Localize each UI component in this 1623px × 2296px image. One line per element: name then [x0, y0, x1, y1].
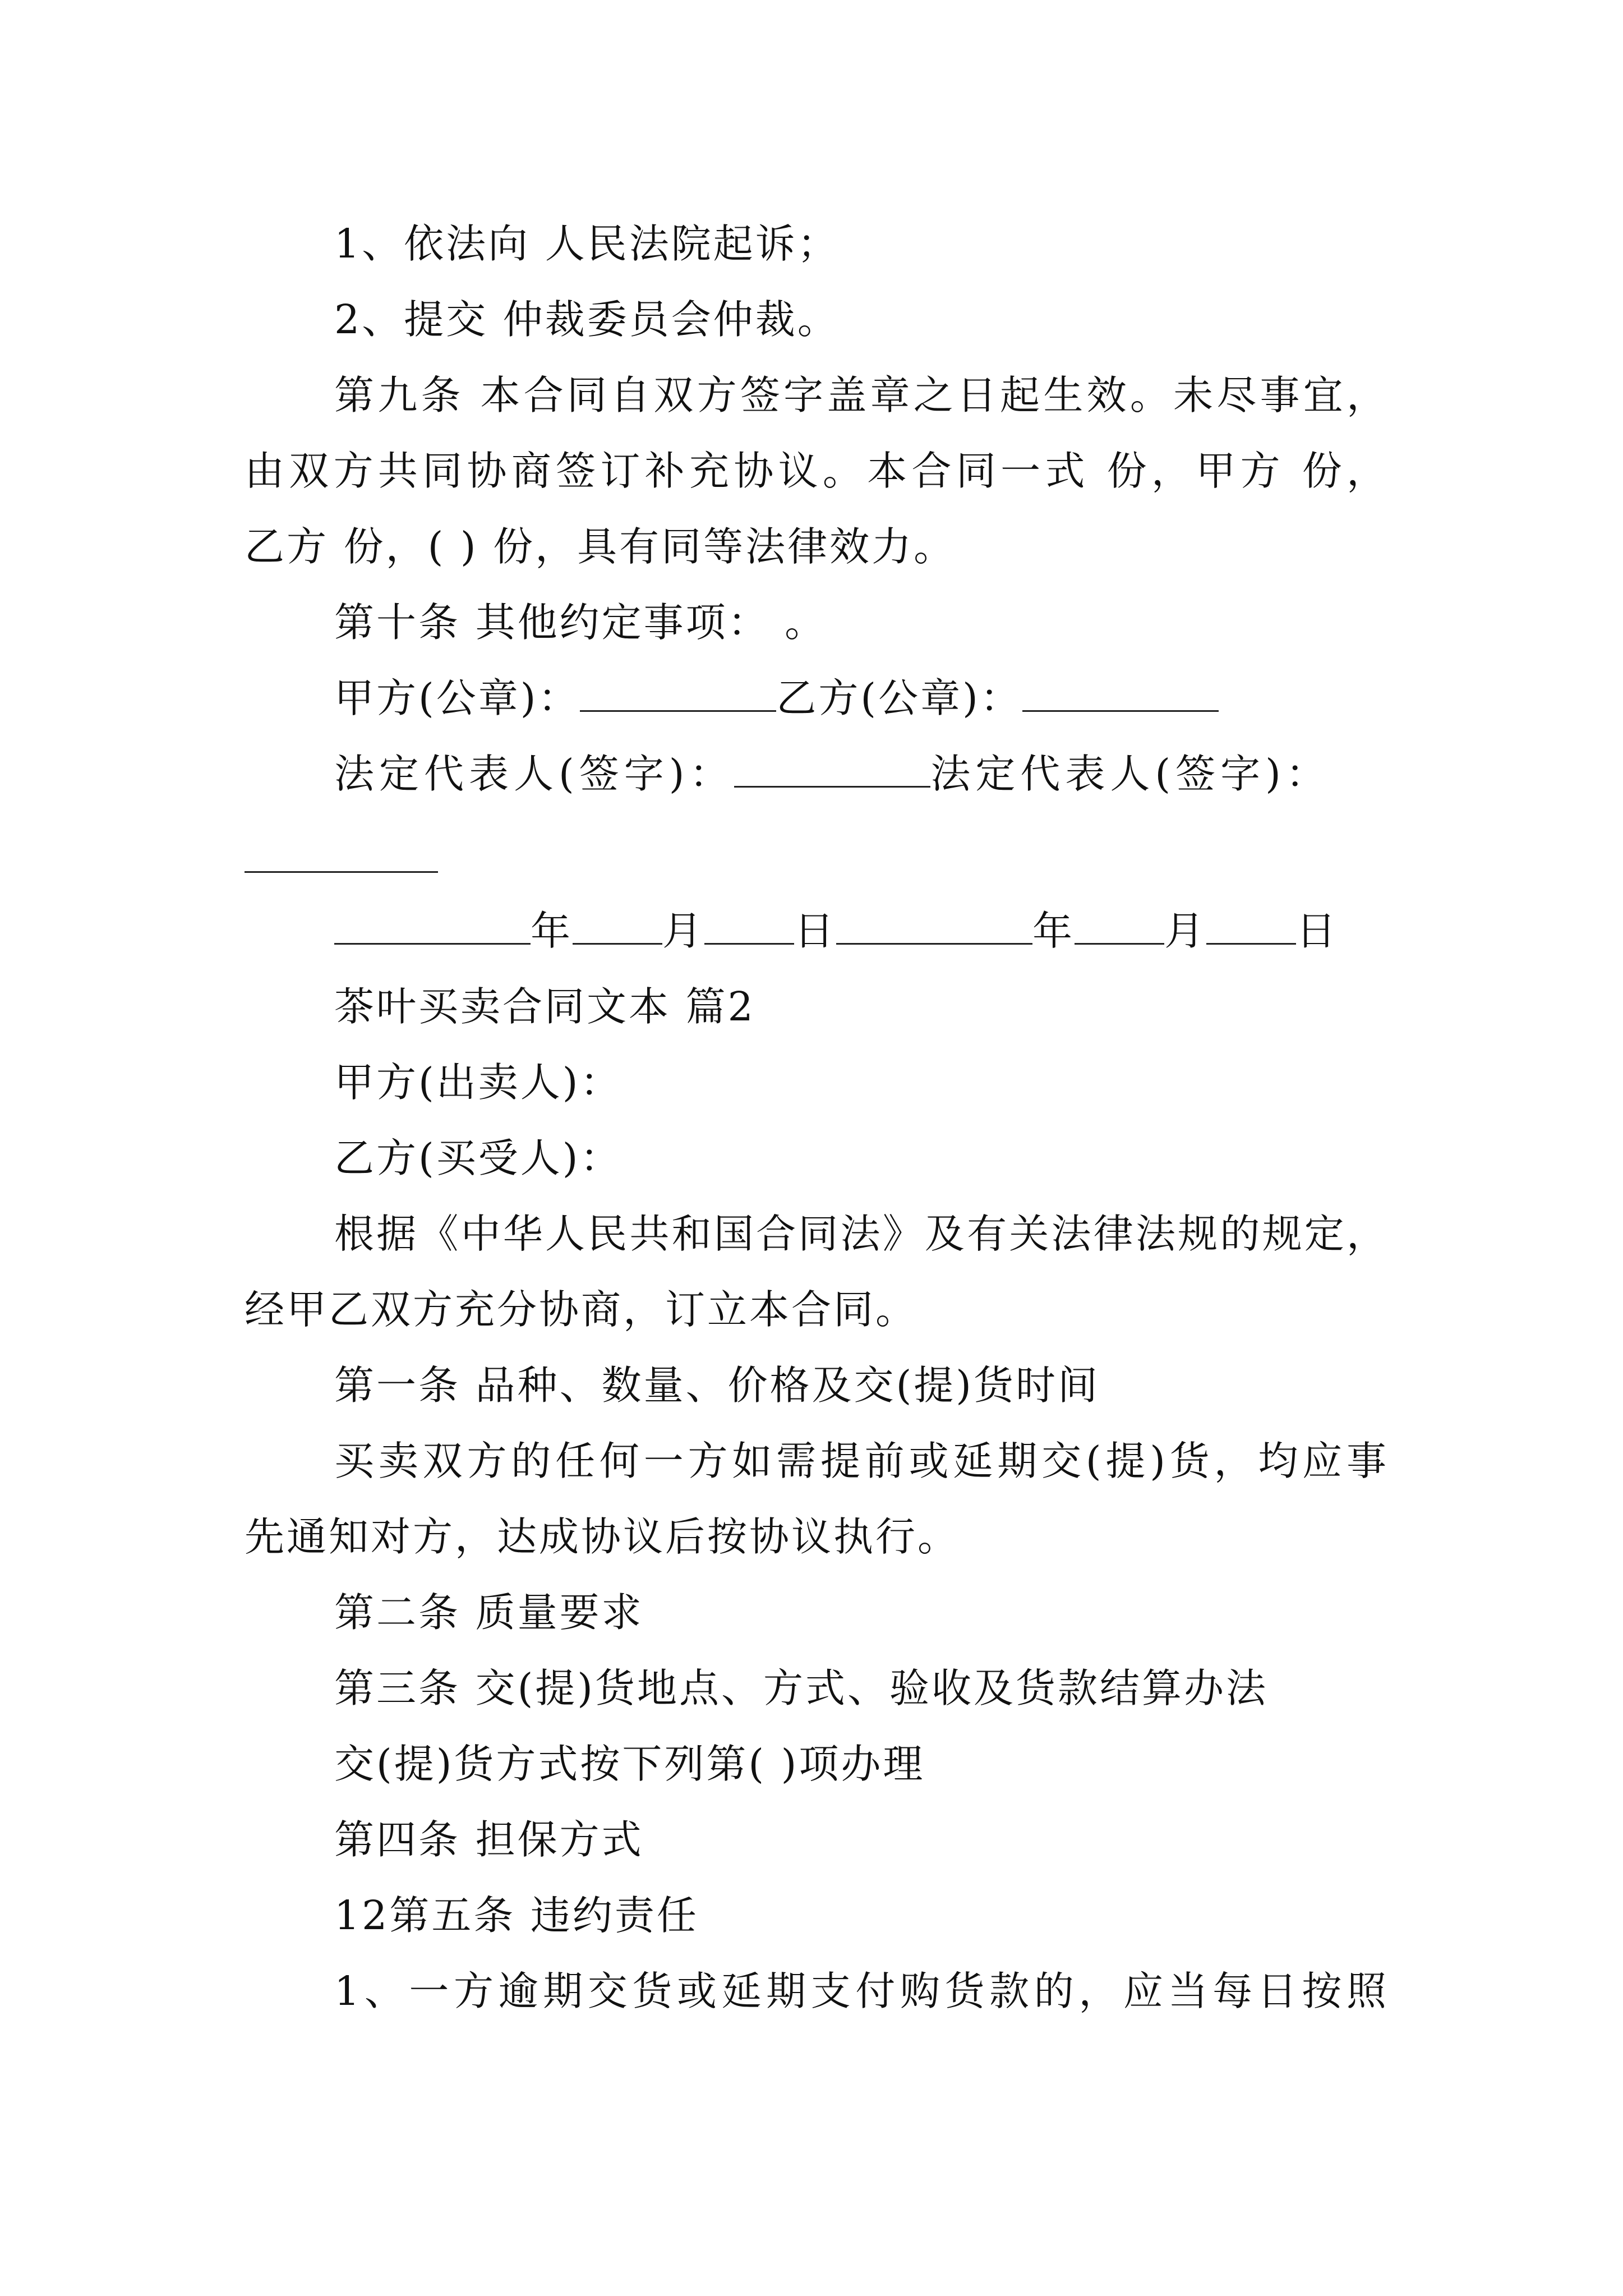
party-b-buyer: 乙方(买受人)：: [334, 1135, 623, 1181]
date-a-day-blank: [704, 909, 794, 945]
article-5-title: 12第五条 违约责任: [334, 1892, 699, 1939]
article-9-line-1: 第九条 本合同自双方签字盖章之日起生效。未尽事宜，: [334, 372, 1389, 418]
article-4-title: 第四条 担保方式: [334, 1816, 644, 1863]
party-b-seal-blank: [1022, 677, 1219, 712]
date-b-year-blank: [836, 909, 1032, 945]
signature-row-representatives: [334, 746, 1331, 802]
date-a-day-label: 日: [794, 908, 837, 954]
article-1-body-line-2: 先通知对方，达成协议后按协议执行。: [245, 1513, 960, 1560]
party-b-seal-label: 乙方(公章)：: [776, 675, 1022, 721]
date-a-year-blank: [334, 909, 531, 945]
date-b-month-label: 月: [1164, 908, 1207, 954]
party-b-rep-blank: [245, 871, 438, 873]
article-10: 第十条 其他约定事项： 。: [334, 599, 827, 646]
signature-row-seals: [334, 670, 1219, 726]
date-b-day-blank: [1206, 909, 1296, 945]
section-title-part-2: 茶叶买卖合同文本 篇2: [334, 983, 755, 1030]
date-b-year-label: 年: [1032, 908, 1075, 954]
article-2-title: 第二条 质量要求: [334, 1589, 644, 1636]
date-a-month-blank: [573, 909, 662, 945]
preamble-line-1: 根据《中华人民共和国合同法》及有关法律法规的规定，: [334, 1211, 1389, 1257]
article-5-item-1: 1、一方逾期交货或延期支付购货款的，应当每日按照: [334, 1968, 1389, 2014]
article-1-body-line-1: 买卖双方的任何一方如需提前或延期交(提)货，均应事: [334, 1438, 1389, 1484]
party-a-rep-label: 法定代表人(签字)：: [334, 751, 735, 797]
party-b-rep-label: 法定代表人(签字)：: [930, 751, 1331, 797]
article-3-title: 第三条 交(提)货地点、方式、验收及货款结算办法: [334, 1665, 1268, 1711]
date-a-year-label: 年: [531, 908, 573, 954]
signature-date-row: [334, 903, 1338, 959]
party-a-rep-blank: [734, 752, 930, 788]
article-9-line-3: 乙方 份，( ) 份，具有同等法律效力。: [245, 523, 956, 570]
article-1-title: 第一条 品种、数量、价格及交(提)货时间: [334, 1362, 1100, 1409]
party-a-seal-blank: [580, 677, 776, 712]
date-b-month-blank: [1075, 909, 1164, 945]
date-b-day-label: 日: [1296, 908, 1339, 954]
preamble-line-2: 经甲乙双方充分协商，订立本合同。: [245, 1286, 918, 1333]
article-9-line-2: 由双方共同协商签订补充协议。本合同一式 份，甲方 份，: [245, 448, 1389, 494]
date-a-month-label: 月: [662, 908, 705, 954]
clause-item-arbitration: 2、提交 仲裁委员会仲裁。: [334, 296, 840, 343]
article-3-body: 交(提)货方式按下列第( )项办理: [334, 1741, 925, 1787]
party-a-seller: 甲方(出卖人)：: [334, 1059, 623, 1106]
party-a-seal-label: 甲方(公章)：: [334, 675, 580, 721]
clause-item-court: 1、依法向 人民法院起诉；: [334, 220, 840, 267]
